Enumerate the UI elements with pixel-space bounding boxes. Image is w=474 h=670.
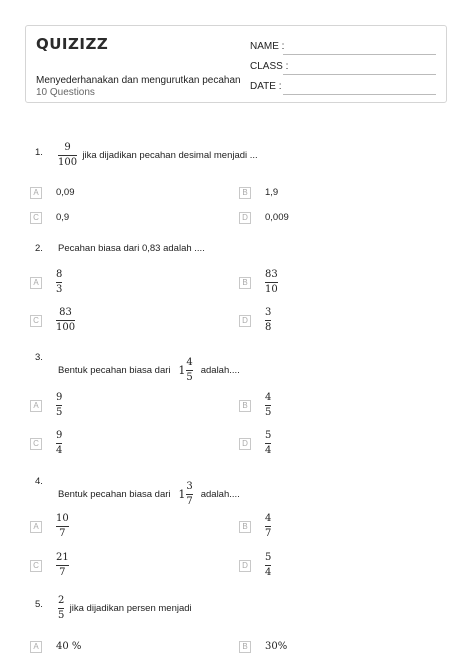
name-line (283, 54, 436, 55)
option-letter: B (239, 641, 251, 653)
question-number: 1. (35, 147, 43, 158)
question-number: 5. (35, 599, 43, 610)
question-suffix: adalah.... (200, 365, 240, 377)
class-label: CLASS : (250, 61, 289, 72)
option-letter: D (239, 212, 251, 224)
option-letter: A (30, 400, 42, 412)
option-letter: B (239, 400, 251, 412)
question-text: Bentuk pecahan biasa dari (58, 489, 171, 501)
option-fraction: 83 10 (265, 269, 278, 295)
question-suffix: adalah.... (200, 489, 240, 501)
option-value: 0,009 (265, 212, 289, 223)
option-fraction: 9 5 (56, 392, 63, 418)
worksheet-header (25, 25, 447, 103)
date-line (283, 94, 436, 95)
option-letter: C (30, 315, 42, 327)
mixed-number: 1 $\frac{4}{5}$ (178, 357, 193, 383)
name-field[interactable] (250, 41, 440, 55)
question-text: jika dijadikan pecahan desimal menjadi ... (82, 150, 258, 162)
question-fraction: $\frac{2}{5}$ (58, 595, 65, 621)
option-fraction: 4 7 (265, 513, 272, 539)
option-letter: D (239, 438, 251, 450)
option-fraction: 5 4 (265, 430, 272, 456)
option-value: 0,9 (56, 212, 70, 223)
option-value: 1,9 (265, 187, 279, 198)
option-letter: A (30, 641, 42, 653)
option-fraction: 8 3 (56, 269, 63, 295)
option-value: 40 % (56, 641, 82, 652)
option-letter: C (30, 438, 42, 450)
option-fraction: 21 7 (56, 552, 69, 578)
option-fraction: 83 100 (56, 307, 76, 333)
date-field[interactable] (250, 81, 440, 95)
question-text: Pecahan biasa dari 0,83 adalah .... (58, 243, 205, 254)
class-line (283, 74, 436, 75)
option-fraction: 3 8 (265, 307, 272, 333)
option-letter: B (239, 277, 251, 289)
option-fraction: 10 7 (56, 513, 69, 539)
option-letter: A (30, 521, 42, 533)
option-letter: B (239, 187, 251, 199)
option-fraction: 4 5 (265, 392, 272, 418)
question-number: 4. (35, 476, 43, 487)
option-fraction: 5 4 (265, 552, 272, 578)
option-fraction: 9 4 (56, 430, 63, 456)
option-value: 30% (265, 641, 288, 652)
class-field[interactable] (250, 61, 440, 75)
date-label: DATE : (250, 81, 282, 92)
option-letter: B (239, 521, 251, 533)
question-text: Bentuk pecahan biasa dari (58, 365, 171, 377)
worksheet-title: Menyederhanakan dan mengurutkan pecahan (36, 75, 241, 86)
mixed-number: 1 $\frac{3}{7}$ (178, 481, 193, 507)
option-letter: D (239, 315, 251, 327)
question-number: 2. (35, 243, 43, 254)
option-letter: A (30, 187, 42, 199)
question-number: 3. (35, 352, 43, 363)
option-letter: D (239, 560, 251, 572)
option-letter: C (30, 212, 42, 224)
question-text: jika dijadikan persen menjadi (69, 603, 192, 615)
option-letter: C (30, 560, 42, 572)
question-count: 10 Questions (36, 87, 95, 98)
option-value: 0,09 (56, 187, 75, 198)
option-letter: A (30, 277, 42, 289)
question-fraction: $\frac{9}{100}$ (58, 142, 78, 168)
quizizz-logo: QUIZIZZ (36, 35, 109, 53)
name-label: NAME : (250, 41, 285, 52)
